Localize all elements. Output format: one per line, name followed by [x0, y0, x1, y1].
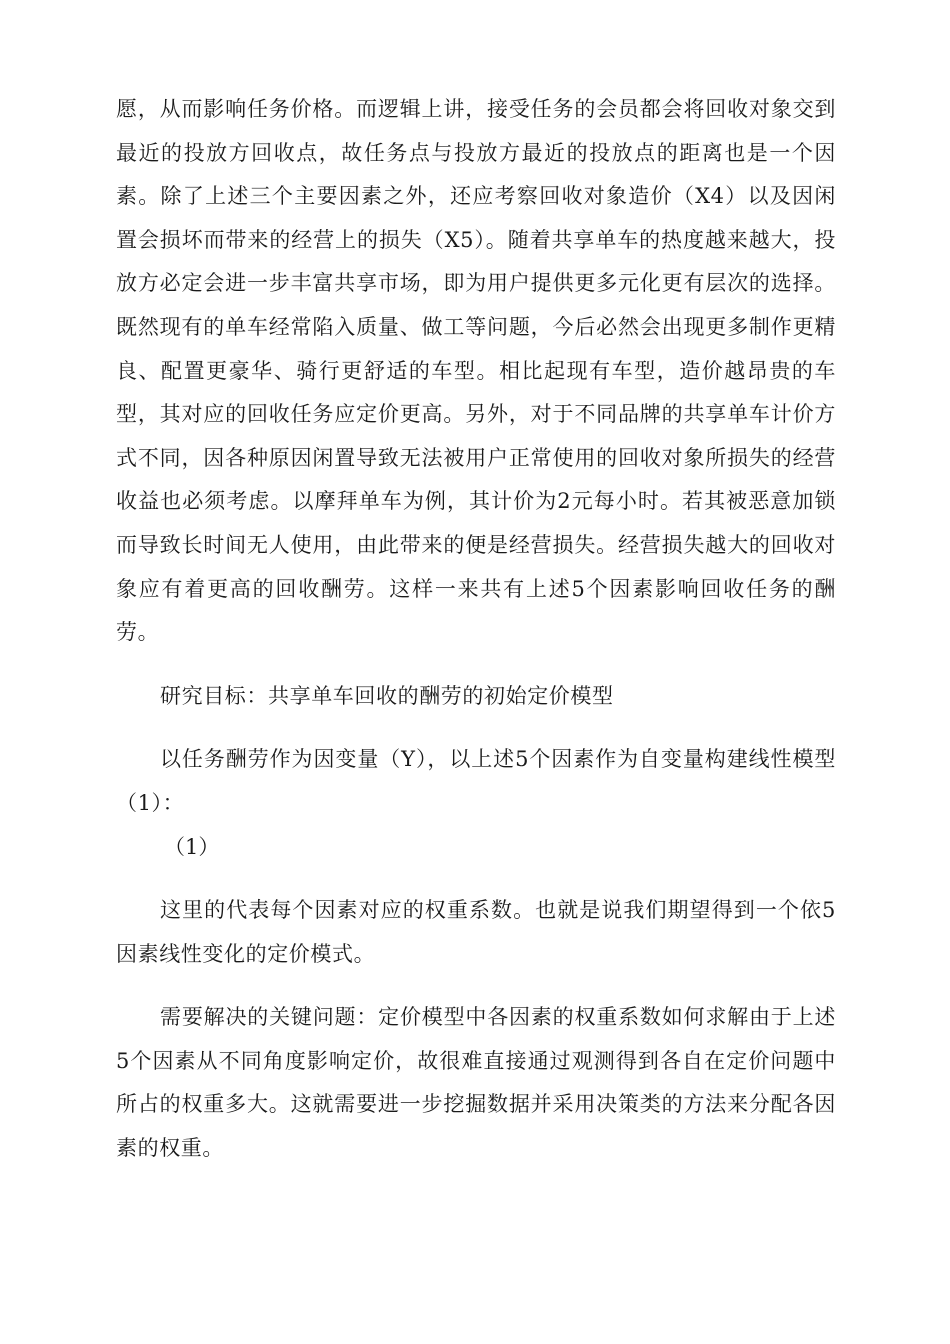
paragraph-factors: 愿，从而影响任务价格。而逻辑上讲，接受任务的会员都会将回收对象交到最近的投放方回收点，故任务点与投放方最近的投放点的距离也是一个因素。除了上述三个主要因素之外，还应考察回收对象造价（X4）以及因闲置会损坏而带来的经营上的损失（X5）。随着共享单车的热度越来越大，投放方必定会进一步丰富共享市场，即为用户提供更多元化更有层次的选择。既然现有的单车经常陷入质量、做工等问题，今后必然会出现更多制作更精良、配置更豪华、骑行更舒适的车型。相比起现有车型，造价越昂贵的车型，其对应的回收任务应定价更高。另外，对于不同品牌的共享单车计价方式不同，因各种原因闲置导致无法被用户正常使用的回收对象所损失的经营收益也必须考虑。以摩拜单车为例，其计价为2元每小时。若其被恶意加锁而导致长时间无人使用，由此带来的便是经营损失。经营损失越大的回收对象应有着更高的回收酬劳。这样一来共有上述5个因素影响回收任务的酬劳。	[116, 97, 836, 645]
paragraph-weight-coefficients: 这里的代表每个因素对应的权重系数。也就是说我们期望得到一个依5因素线性变化的定价模式。	[116, 898, 836, 966]
paragraph-research-goal: 研究目标：共享单车回收的酬劳的初始定价模型	[160, 683, 614, 708]
document-page	[116, 88, 836, 1171]
equation-number: （1）	[164, 834, 220, 859]
paragraph-linear-model: 以任务酬劳作为因变量（Y），以上述5个因素作为自变量构建线性模型（1）：	[116, 747, 836, 815]
paragraph-key-problem: 需要解决的关键问题：定价模型中各因素的权重系数如何求解由于上述5个因素从不同角度影响定价，故很难直接通过观测得到各自在定价问题中所占的权重多大。这就需要进一步挖掘数据并采用决策类的方法来分配各因素的权重。	[116, 1005, 836, 1161]
